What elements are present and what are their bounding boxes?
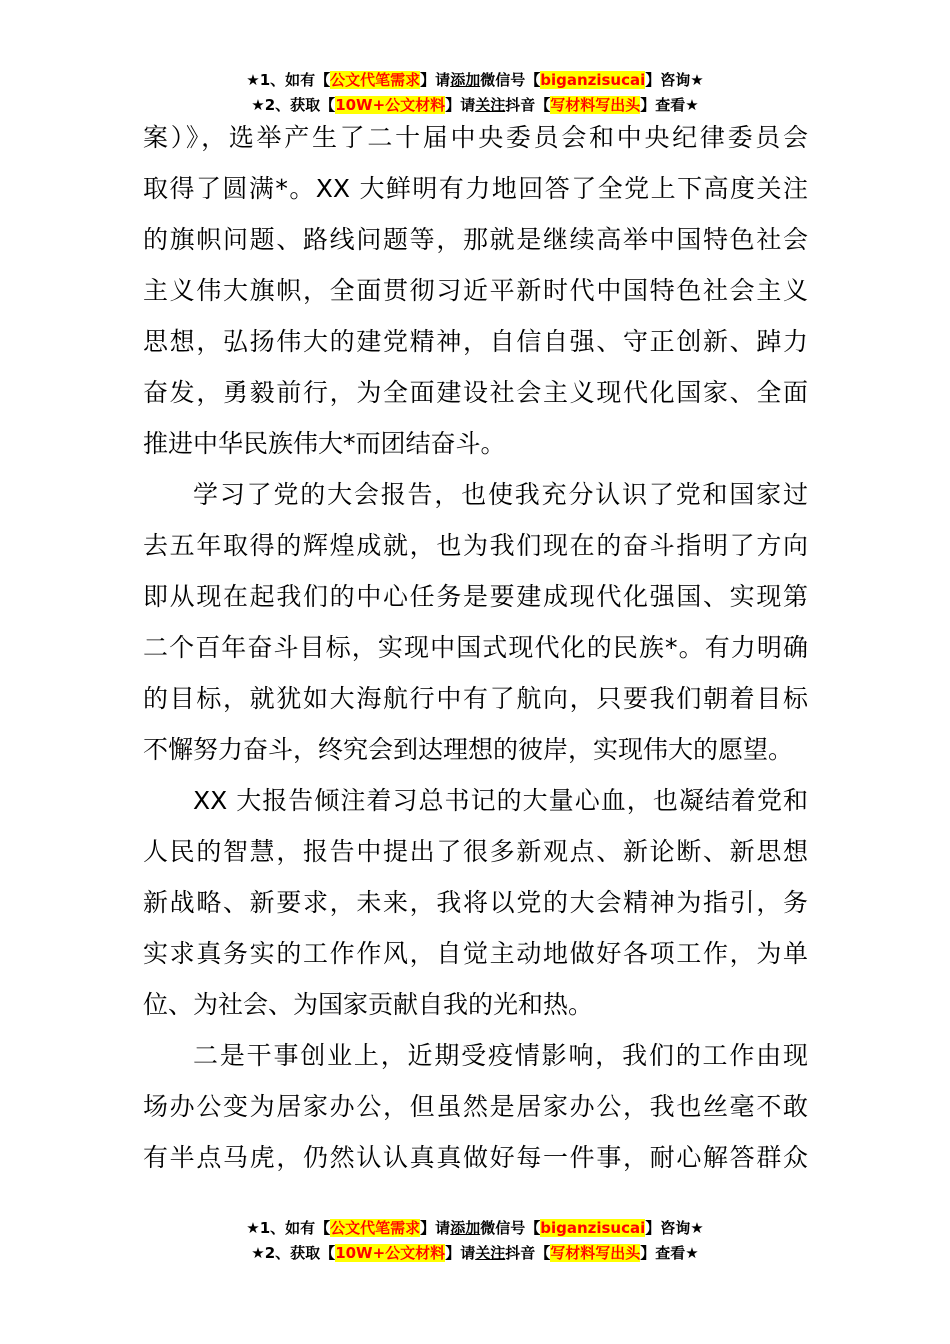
text-line: 思想，弘扬伟大的建党精神，自信自强、守正创新、踔力 (143, 327, 808, 356)
banner-line-1: ★1、如有【公文代笔需求】请添加微信号【biganzisucai】咨询★ (246, 71, 704, 89)
highlight-ghostwriting: 公文代笔需求 (330, 71, 421, 89)
header-banner (0, 68, 950, 118)
highlight-wechat-id: biganzisucai (540, 71, 646, 89)
text-line: 学习了党的大会报告，也使我充分认识了党和国家过 (193, 480, 808, 509)
text-line: 推进中华民族伟大*而团结奋斗。 (143, 429, 506, 458)
text-line: 主义伟大旗帜，全面贯彻习近平新时代中国特色社会主义 (143, 276, 808, 305)
text-line: 即从现在起我们的中心任务是要建成现代化强国、实现第 (143, 582, 808, 611)
banner-line-1: ★1、如有【公文代笔需求】请添加微信号【biganzisucai】咨询★ (246, 1219, 704, 1237)
highlight-materials: 10W+公文材料 (335, 96, 446, 114)
text-line: 二是干事创业上，近期受疫情影响，我们的工作由现 (193, 1041, 808, 1070)
text-line: 案）》，选举产生了二十届中央委员会和中央纪律委员会 (143, 123, 808, 152)
text-line: 二个百年奋斗目标，实现中国式现代化的民族*。有力明确 (143, 633, 808, 662)
text-line: 去五年取得的辉煌成就，也为我们现在的奋斗指明了方向 (143, 531, 808, 560)
banner-line-2: ★2、获取【10W+公文材料】请关注抖音【写材料写出头】查看★ (251, 96, 699, 114)
text-line: 人民的智慧，报告中提出了很多新观点、新论断、新思想 (143, 837, 808, 866)
text-line: 的旗帜问题、路线问题等，那就是继续高举中国特色社会 (143, 225, 808, 254)
text-line: 的目标，就犹如大海航行中有了航向，只要我们朝着目标 (143, 684, 808, 713)
highlight-douyin: 写材料写出头 (550, 96, 641, 114)
text-line: 实求真务实的工作作风，自觉主动地做好各项工作，为单 (143, 939, 808, 968)
banner-line-2: ★2、获取【10W+公文材料】请关注抖音【写材料写出头】查看★ (251, 1244, 699, 1262)
highlight-ghostwriting: 公文代笔需求 (330, 1219, 421, 1237)
text-line: XX 大报告倾注着习总书记的大量心血，也凝结着党和 (193, 786, 808, 815)
text-line: 新战略、新要求，未来，我将以党的大会精神为指引，务 (143, 888, 808, 917)
text-line: 奋发，勇毅前行，为全面建设社会主义现代化国家、全面 (143, 378, 808, 407)
text-line: 场办公变为居家办公，但虽然是居家办公，我也丝毫不敢 (143, 1092, 808, 1121)
footer-banner (0, 1216, 950, 1266)
document-body (143, 112, 808, 1183)
text-line: 位、为社会、为国家贡献自我的光和热。 (143, 990, 594, 1019)
text-line: 不懈努力奋斗，终究会到达理想的彼岸，实现伟大的愿望。 (143, 735, 794, 764)
text-line: 有半点马虎，仍然认认真真做好每一件事，耐心解答群众 (143, 1143, 808, 1172)
highlight-materials: 10W+公文材料 (335, 1244, 446, 1262)
highlight-wechat-id: biganzisucai (540, 1219, 646, 1237)
text-line: 取得了圆满*。XX 大鲜明有力地回答了全党上下高度关注 (143, 174, 808, 203)
highlight-douyin: 写材料写出头 (550, 1244, 641, 1262)
